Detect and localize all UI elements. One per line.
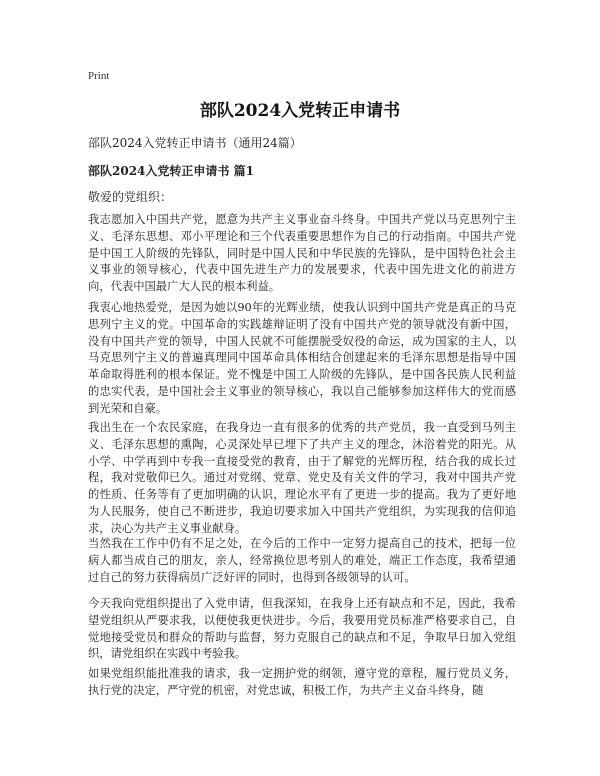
print-link[interactable]: Print <box>88 70 110 82</box>
paragraph-3: 我出生在一个农民家庭，在我身边一直有很多的优秀的共产党员，我一直受到马列主义、毛泽东思想的熏陶，心灵深处早已埋下了共产主义的理念，沐浴着党的阳光。从小学、中学再到中专我一直接受党的教育，由于了解党的光辉历程，结合我的成长过程，我对党敬仰已久。通过对党纲、党章、党史及有关文件的学习，我对中国共产党的性质、任务等有了更加明确的认识，理论水平有了更进一步的提高。我为了更好地为人民服务，使自己不断进步，我迫切要求加入中国共产党组织，为实现我的信仰追求，决心为共产主义事业献身。 <box>88 421 516 535</box>
paragraph-2: 我衷心地热爱党，是因为她以90年的光辉业绩，使我认识到中国共产党是真正的马克思列宁主义的党。中国革命的实践雄辩证明了没有中国共产党的领导就没有新中国，没有中国共产党的领导，中国人民就不可能摆脱受奴役的命运，成为国家的主人，以马克思列宁主义的普遍真理同中国革命具体相结合创建起来的毛泽东思想是指导中国革命取得胜利的根本保证。党不愧是中国工人阶级的先锋队，是中国各民族人民利益的忠实代表，是中国社会主义事业的领导核心，我以自己能够参加这样伟大的党而感到光荣和自豪。 <box>88 301 516 415</box>
document-title: 部队2024入党转正申请书 <box>199 101 401 121</box>
paragraph-5: 今天我向党组织提出了入党申请，但我深知，在我身上还有缺点和不足，因此，我希望党组织从严要求我，以便使我更快进步。今后，我要用党员标准严格要求自己，自觉地接受党员和群众的帮助与监督，努力克服自己的缺点和不足，争取早日加入党组织，请党组织在实践中考验我。 <box>88 597 516 661</box>
paragraph-6: 如果党组织能批准我的请求，我一定拥护党的纲领，遵守党的章程，履行党员义务，执行党的决定，严守党的机密，对党忠诚，积极工作，为共产主义奋斗终身，随 <box>88 667 516 697</box>
paragraph-1: 我志愿加入中国共产党，愿意为共产主义事业奋斗终身。中国共产党以马克思列宁主义、毛泽东思想、邓小平理论和三个代表重要思想作为自己的行动指南。中国共产党是中国工人阶级的先锋队，同时是中国人民和中华民族的先锋队，是中国特色社会主义事业的领导核心，代表中国先进生产力的发展要求，代表中国先进文化的前进方向，代表中国最广大人民的根本利益。 <box>88 213 516 294</box>
section-heading: 部队2024入党转正申请书 篇1 <box>88 164 254 178</box>
document-subtitle: 部队2024入党转正申请书（通用24篇） <box>88 136 302 150</box>
greeting: 敬爱的党组织： <box>88 190 173 204</box>
paragraph-4: 当然我在工作中仍有不足之处，在今后的工作中一定努力提高自己的技术，把每一位病人都当成自己的朋友，亲人，经常换位思考别人的难处，端正工作态度，我希望通过自己的努力获得病员广泛好评的同时，也得到各级领导的认可。 <box>88 537 516 584</box>
